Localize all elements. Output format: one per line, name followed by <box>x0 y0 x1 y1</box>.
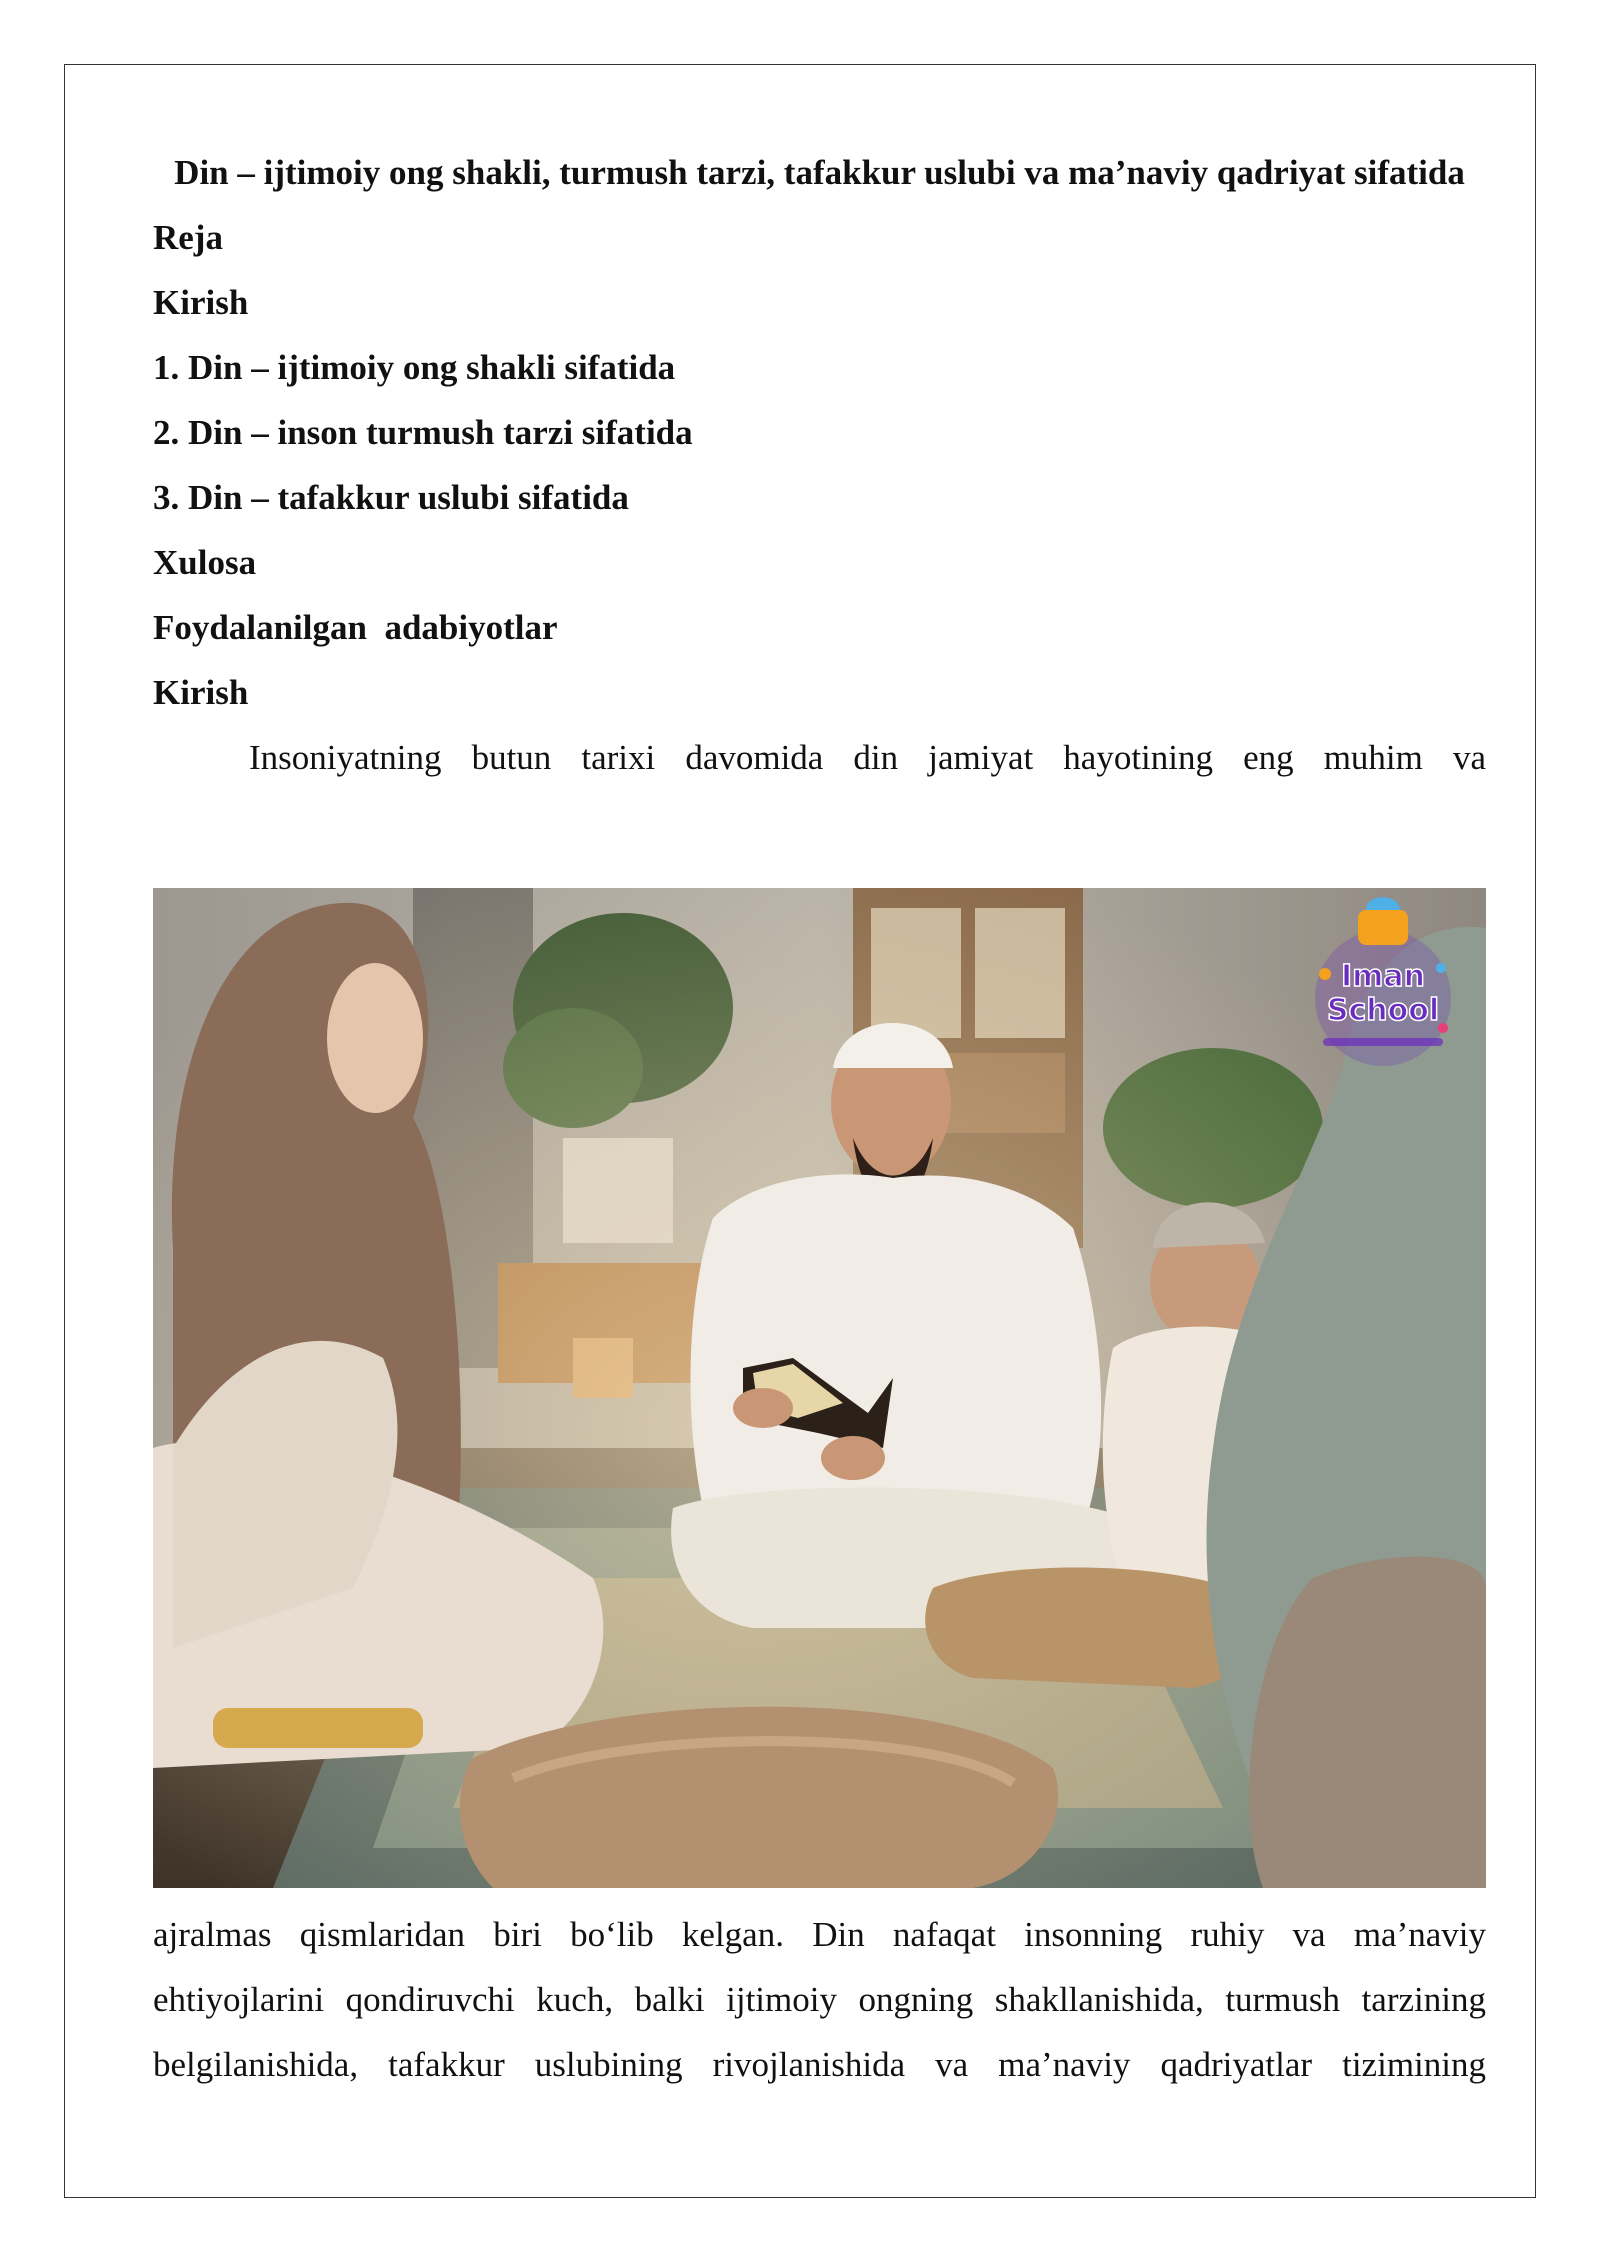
intro-heading: Kirish <box>153 673 249 712</box>
intro-paragraph-line: belgilanishida, tafakkur uslubining rivojlanishida va ma’naviy qadriyatlar tizimining <box>153 2045 1486 2084</box>
intro-paragraph-line: ehtiyojlarini qondiruvchi kuch, balki ijtimoiy ongning shakllanishida, turmush tarzining <box>153 1980 1486 2019</box>
logo-text-line2: School <box>1326 993 1440 1028</box>
document-continuation <box>153 1902 1486 2097</box>
plan-item: 1. Din – ijtimoiy ong shakli sifatida <box>153 348 676 387</box>
plan-item: 2. Din – inson turmush tarzi sifatida <box>153 413 693 452</box>
plan-item: Xulosa <box>153 543 257 582</box>
intro-paragraph-line: Insoniyatning butun tarixi davomida din jamiyat hayotining eng muhim va <box>249 738 1486 777</box>
logo-text-line1: Iman <box>1340 959 1426 994</box>
intro-paragraph-line: ajralmas qismlaridan biri bo‘lib kelgan. Din nafaqat insonning ruhiy va ma’naviy <box>153 1915 1486 1954</box>
family-reading-photo <box>153 888 1486 1888</box>
plan-item: 3. Din – tafakkur uslubi sifatida <box>153 478 629 517</box>
plan-item: Foydalanilgan adabiyotlar <box>153 608 558 647</box>
plan-heading: Reja <box>153 218 223 257</box>
document-top <box>153 140 1486 790</box>
plan-item: Kirish <box>153 283 249 322</box>
document-title: Din – ijtimoiy ong shakli, turmush tarzi, tafakkur uslubi va ma’naviy qadriyat sifatida <box>174 153 1465 192</box>
